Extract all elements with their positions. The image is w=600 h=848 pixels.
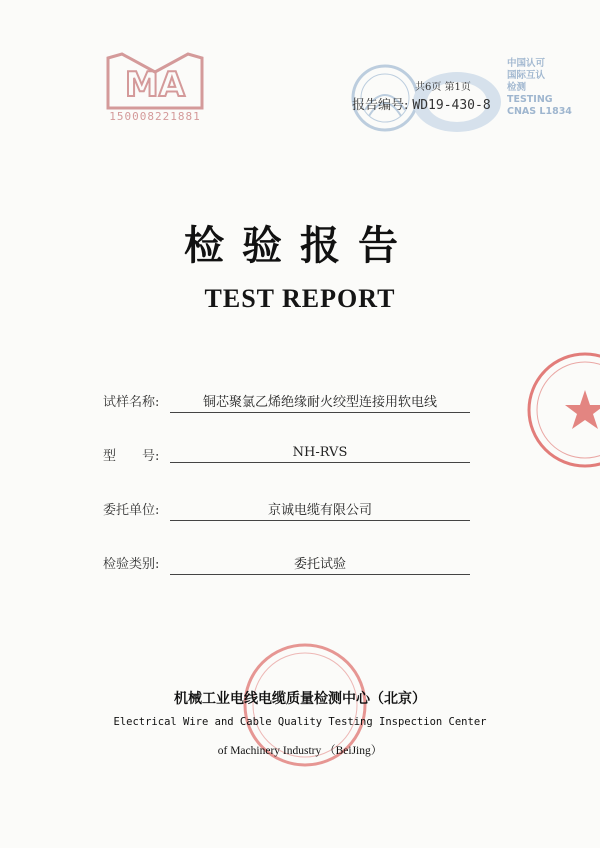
report-number-value: WD19-430-8 — [412, 98, 491, 113]
ma-logo-text: MA — [124, 65, 186, 105]
cnas-line: 检测 — [507, 82, 527, 93]
cnas-line: TESTING — [507, 94, 553, 105]
field-label-model: 型 号: — [103, 449, 160, 464]
field-label-sample-name: 试样名称: — [103, 395, 160, 410]
page-info: 共6页 第1页 — [415, 82, 471, 93]
report-number — [352, 94, 491, 113]
field-label-test-type: 检验类别: — [103, 557, 160, 572]
right-seal-stamp — [525, 350, 600, 470]
report-number-label: 报告编号: — [352, 98, 409, 113]
center-name-english-line2: of Machinery Industry （BeiJing） — [217, 745, 383, 757]
title-chinese: 检验报告 — [184, 222, 416, 269]
ma-number: 150008221881 — [109, 110, 201, 123]
center-name-english-line1: Electrical Wire and Cable Quality Testing Inspection Center — [113, 716, 487, 728]
field-value-test-type: 委托试验 — [170, 553, 470, 575]
field-value-sample-name: 铜芯聚氯乙烯绝缘耐火绞型连接用软电线 — [170, 391, 470, 413]
cnas-line: 中国认可 — [507, 58, 546, 69]
field-value-client: 京诚电缆有限公司 — [170, 499, 470, 521]
cnas-line: CNAS L1834 — [507, 106, 572, 117]
field-label-client: 委托单位: — [103, 503, 160, 518]
field-value-model: NH-RVS — [170, 445, 470, 463]
cnas-text-block — [507, 58, 597, 118]
title-english: TEST REPORT — [204, 284, 396, 313]
center-name-chinese: 机械工业电线电缆质量检测中心（北京） — [174, 691, 426, 707]
cnas-line: 国际互认 — [507, 70, 546, 81]
